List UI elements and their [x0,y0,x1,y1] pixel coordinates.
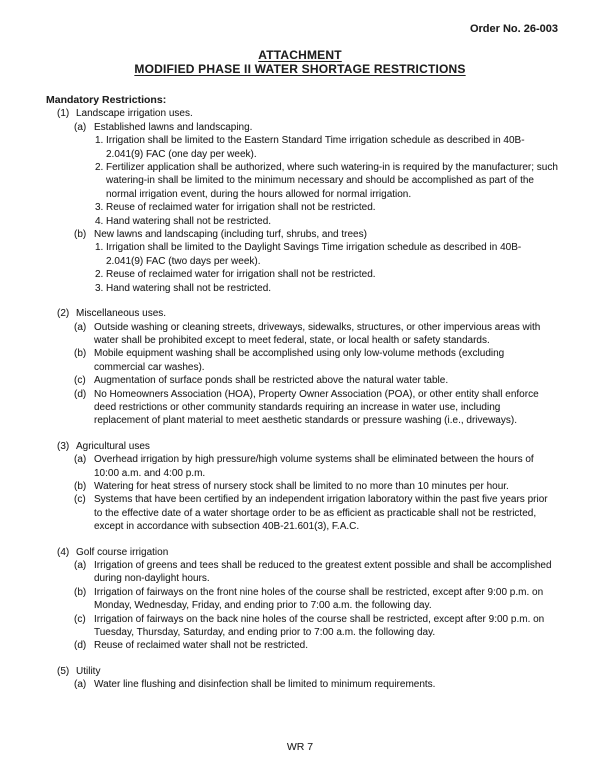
subsection [57,493,558,533]
section-5 [57,665,558,692]
item-marker: 2. [95,269,104,281]
item-text: Systems that have been certified by an independent irrigation laboratory within the past five years prior to the effective date of a water shortage order to be as efficient as practicable shall not be restricted, except in accordance with subsection 40B-21.601(3), F.A.C. [94,494,548,533]
item-marker: (1) [57,108,70,120]
item-marker: 3. [95,202,104,214]
item-marker: (4) [57,546,70,558]
item-marker: (c) [74,375,86,387]
list-item [57,134,558,161]
item-text: Irrigation of greens and tees shall be reduced to the greatest extent possible and shall be accomplished during non-daylight hours. [94,560,552,585]
subsection [57,453,558,480]
item-marker: (c) [74,613,86,625]
item-text: New lawns and landscaping (including turf, shrubs, and trees) [94,229,367,241]
item-text: Established lawns and landscaping. [94,121,253,133]
mandatory-restrictions-heading: Mandatory Restrictions: [46,94,167,106]
item-text: Irrigation of fairways on the back nine holes of the course shall be restricted, except after 9:00 p.m. on Tuesday, Thursday, Saturday, and ending prior to 7:00 a.m. the following day. [94,613,545,639]
list-item [57,241,558,268]
item-marker: (2) [57,308,70,320]
section-2 [57,307,558,428]
subsection [57,121,558,134]
item-marker: (a) [74,321,87,333]
item-marker: (d) [74,388,87,400]
section-heading [57,107,558,120]
page-number: WR 7 [286,741,314,753]
item-marker: (5) [57,665,70,677]
item-text: Fertilizer application shall be authorized, where such watering-in is required by the manufacturer; such watering-in shall be limited to the minimum necessary and should be accomplished as part of the normal irrigation event, during the hours allowed for normal irrigation. [106,162,558,200]
item-text: Utility [76,665,101,677]
item-text: Irrigation shall be limited to the Eastern Standard Time irrigation schedule as described in 40B-2.041(9) FAC (one day per week). [106,135,525,160]
item-marker: (a) [74,560,87,571]
document-body [46,94,558,692]
item-text: Overhead irrigation by high pressure/high volume systems shall be eliminated between the hours of 10:00 a.m. and 4:00 p.m. [94,454,534,479]
item-text: Augmentation of surface ponds shall be restricted above the natural water table. [94,375,449,387]
item-marker: (b) [74,229,87,241]
subsection [57,480,558,493]
item-text: Outside washing or cleaning streets, driveways, sidewalks, structures, or other impervious areas with water shall be prohibited except to meet federal, state, or local health or safety standards. [94,321,541,346]
item-marker: 1. [95,135,104,147]
item-marker: (b) [74,348,87,360]
item-text: Golf course irrigation [76,546,169,558]
section-heading [57,546,558,559]
subsection [57,347,558,374]
list-item [57,161,558,201]
section-3 [57,440,558,534]
item-marker: 3. [95,282,104,294]
document-title: MODIFIED PHASE II WATER SHORTAGE RESTRICTIONS [134,62,466,76]
item-marker: 1. [95,242,104,254]
subsection [57,228,558,241]
item-marker: (a) [74,121,87,133]
order-number: Order No. 26-003 [469,23,558,35]
item-marker: (b) [74,480,87,492]
item-text: Miscellaneous uses. [76,308,167,320]
list-item [57,268,558,281]
section-4 [57,546,558,653]
item-text: No Homeowners Association (HOA), Property Owner Association (POA), or other entity shall enforce deed restrictions or other community standards requiring an increase in water use, including replacement of plant material to meet aesthetic standards or pressure washing (i.e., driveways). [94,388,539,427]
item-text: Watering for heat stress of nursery stock shall be limited to no more than 10 minutes per hour. [94,480,509,492]
section-1 [57,107,558,295]
item-text: Hand watering shall not be restricted. [106,215,272,227]
item-text: Reuse of reclaimed water for irrigation shall not be restricted. [106,269,376,281]
sections [46,107,558,691]
item-text: Mobile equipment washing shall be accomplished using only low-volume methods (excluding commercial car washes). [94,348,505,373]
subsection [57,678,558,691]
item-text: Reuse of reclaimed water for irrigation shall not be restricted. [106,202,376,214]
item-marker: 4. [95,215,104,227]
list-item [57,282,558,295]
item-marker: (a) [74,454,87,466]
item-marker: (c) [74,494,86,506]
title-block [0,48,600,76]
subsection [57,559,558,586]
list-item [57,201,558,214]
subsection [57,586,558,613]
item-text: Water line flushing and disinfection shall be limited to minimum requirements. [94,679,436,691]
item-text: Irrigation of fairways on the front nine holes of the course shall be restricted, except after 9:00 p.m. on Monday, Wednesday, Friday, and ending prior to 7:00 a.m. the following day. [94,586,544,612]
subsection [57,374,558,387]
section-heading [57,307,558,320]
item-marker: (a) [74,679,87,691]
section-heading [57,440,558,453]
list-item [57,215,558,228]
item-text: Agricultural uses [76,440,150,452]
section-heading [57,665,558,678]
subsection [57,321,558,348]
item-text: Landscape irrigation uses. [76,108,193,120]
item-text: Hand watering shall not be restricted. [106,282,272,294]
subsection [57,613,558,640]
item-marker: (3) [57,440,70,452]
subsection [57,388,558,428]
item-marker: (b) [74,586,87,598]
subsection [57,639,558,652]
item-marker: 2. [95,162,104,174]
item-marker: (d) [74,640,87,652]
item-text: Irrigation shall be limited to the Daylight Savings Time irrigation schedule as described in 40B-2.041(9) FAC (two days per week). [106,242,522,267]
attachment-title: ATTACHMENT [258,48,342,62]
item-text: Reuse of reclaimed water shall not be restricted. [94,640,308,652]
